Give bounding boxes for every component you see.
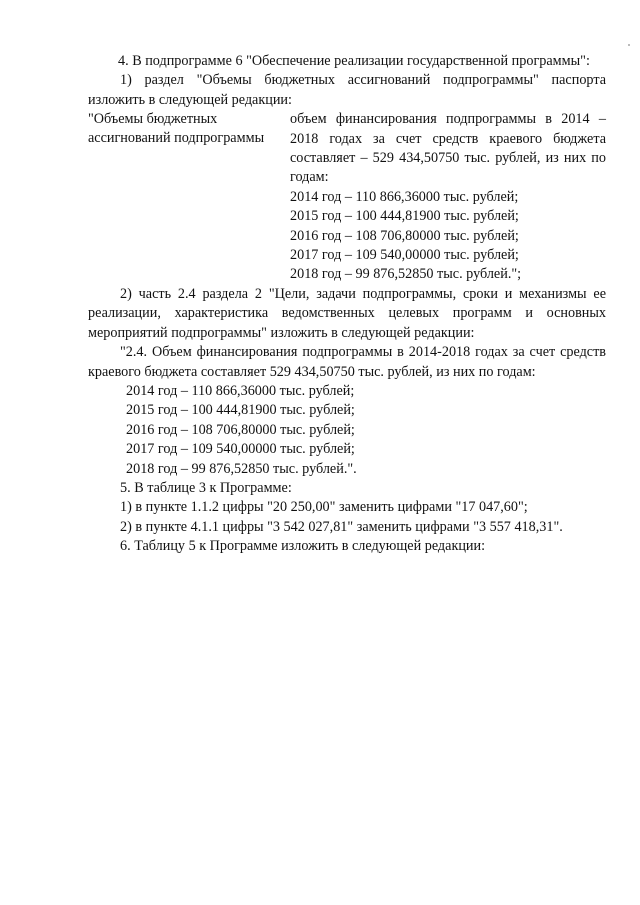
year-line: 2018 год – 99 876,52850 тыс. рублей.". [126, 460, 357, 477]
passport-label-line-1: "Объемы бюджетных [88, 111, 218, 128]
passport-year-line: 2014 год – 110 866,36000 тыс. рублей; [290, 188, 519, 205]
year-line: 2015 год – 100 444,81900 тыс. рублей; [126, 402, 355, 419]
passport-label-line-2: ассигнований подпрограммы [88, 130, 265, 147]
passport-year-line: 2015 год – 100 444,81900 тыс. рублей; [290, 208, 519, 225]
year-line: 2014 год – 110 866,36000 тыс. рублей; [126, 382, 355, 399]
year-line: 2016 год – 108 706,80000 тыс. рублей; [126, 421, 355, 438]
passport-value-cell [290, 110, 606, 285]
paragraph-4: 4. В подпрограмме 6 "Обеспечение реализации государственной программы": [118, 53, 590, 69]
paragraph-5-item-2: 2) в пункте 4.1.1 цифры "3 542 027,81" заменить цифрами "3 557 418,31". [120, 518, 563, 535]
passport-table [88, 110, 606, 285]
paragraph-4-item-2: 2) часть 2.4 раздела 2 "Цели, задачи подпрограммы, сроки и механизмы ее реализации, характеристика ведомственных целевых программ и основных мероприятий подпрограммы" изложить в следующей редакции: [88, 285, 606, 341]
paragraph-4-item-1: 1) раздел "Объемы бюджетных ассигнований подпрограммы" паспорта изложить в следующей редакции: [88, 72, 606, 108]
document-page [88, 52, 606, 557]
passport-year-line: 2016 год – 108 706,80000 тыс. рублей; [290, 227, 519, 244]
scan-speck [628, 44, 630, 46]
paragraph-6: 6. Таблицу 5 к Программе изложить в следующей редакции: [120, 538, 486, 555]
year-line: 2017 год – 109 540,00000 тыс. рублей; [126, 441, 355, 458]
paragraph-5: 5. В таблице 3 к Программе: [120, 479, 292, 496]
passport-label-cell [88, 110, 290, 285]
passport-year-line: 2018 год – 99 876,52850 тыс. рублей."; [290, 266, 522, 283]
paragraph-5-item-1: 1) в пункте 1.1.2 цифры "20 250,00" заменить цифрами "17 047,60"; [120, 499, 528, 516]
passport-value-intro: объем финансирования подпрограммы в 2014 – 2018 годах за счет средств краевого бюджета составляет – 529 434,50750 тыс. рублей, из них по годам: [290, 111, 606, 186]
year-list [88, 382, 606, 479]
paragraph-2-4: "2.4. Объем финансирования подпрограммы в 2014-2018 годах за счет средств краевого бюджета составляет 529 434,50750 тыс. рублей, из них по годам: [88, 344, 606, 380]
passport-year-line: 2017 год – 109 540,00000 тыс. рублей; [290, 247, 519, 264]
